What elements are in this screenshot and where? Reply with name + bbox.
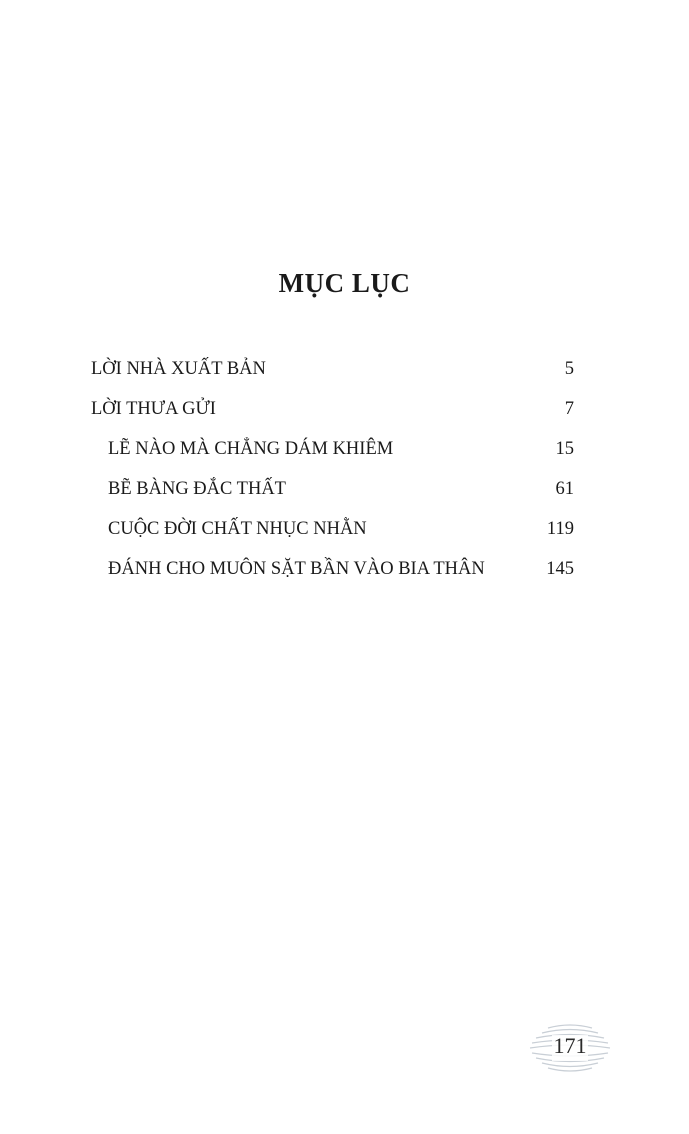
toc-entry-page: 119 [546, 519, 574, 539]
toc-entry-page: 61 [555, 479, 574, 499]
toc-entry[interactable] [91, 472, 574, 512]
toc-entry-page: 5 [564, 359, 574, 379]
toc-entry-label: LỜI THƯA GỬI [91, 399, 216, 419]
toc-entry[interactable] [91, 352, 574, 392]
toc-entry[interactable] [91, 552, 574, 592]
toc-entry[interactable] [91, 512, 574, 552]
page-number-block [528, 1020, 612, 1076]
toc-entry-label: LẼ NÀO MÀ CHẲNG DÁM KHIÊM [108, 439, 394, 459]
toc-entry-label: LỜI NHÀ XUẤT BẢN [91, 359, 266, 379]
table-of-contents [91, 352, 574, 592]
toc-entry[interactable] [91, 392, 574, 432]
page-title: MỤC LỤC [278, 268, 411, 298]
toc-entry-page: 7 [564, 399, 574, 419]
toc-entry-label: CUỘC ĐỜI CHẤT NHỤC NHẰN [108, 519, 367, 539]
toc-entry-page: 145 [546, 559, 574, 579]
toc-entry-page: 15 [555, 439, 574, 459]
page-number: 171 [553, 1033, 587, 1058]
toc-entry-label: BẼ BÀNG ĐẮC THẤT [108, 479, 286, 499]
toc-entry[interactable] [91, 432, 574, 472]
toc-entry-label: ĐÁNH CHO MUÔN SẶT BẦN VÀO BIA THÂN [108, 559, 485, 579]
